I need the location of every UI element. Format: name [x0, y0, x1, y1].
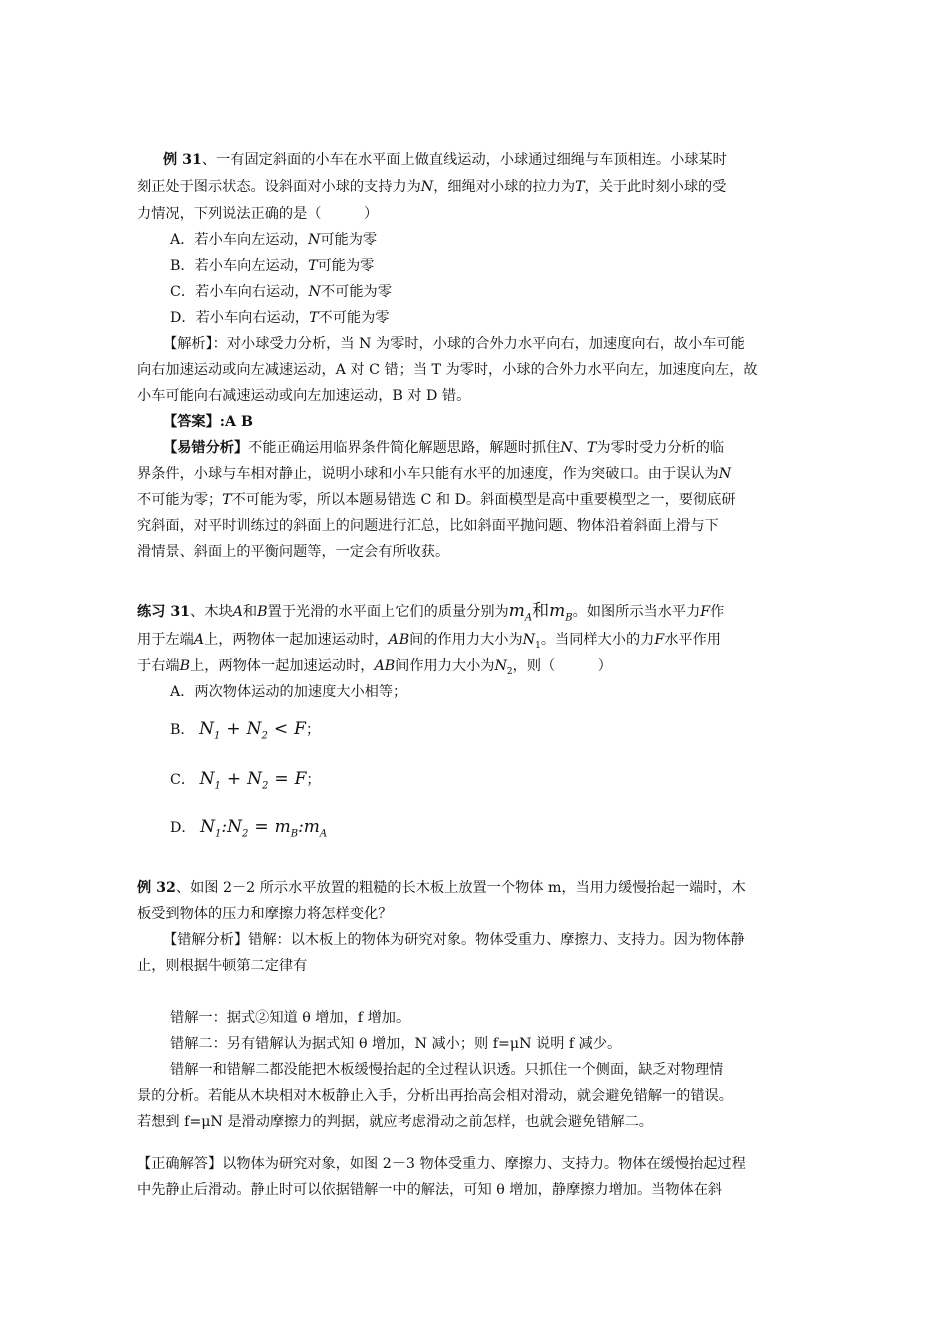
example-31-error-2: 界条件，小球与车相对静止，说明小球和小车只能有水平的加速度，作为突破口。由于误认为N	[137, 466, 732, 482]
formula-b: $N_1 + N_2 < F$	[199, 719, 306, 742]
example-32-line-3: 【错解分析】错解：以木板上的物体为研究对象。物体受重力、摩擦力、支持力。因为物体静	[163, 932, 745, 948]
practice-31-line-2: 用于左端A上，两物体一起加速运动时，AB间的作用力大小为$N_1$。当同样大小的力F水平作用	[137, 632, 721, 651]
practice-31-option-a: A．两次物体运动的加速度大小相等；	[170, 684, 408, 700]
example-31-analysis-1: 【解析】：对小球受力分析，当 N 为零时，小球的合外力水平向右，加速度向右，故小车可能	[163, 336, 745, 352]
example-32-line-4: 止，则根据牛顿第二定律有	[137, 958, 308, 974]
example-32-line-9: 若想到 f=μN 是滑动摩擦力的判据，就应考虑滑动之前怎样，也就会避免错解二。	[137, 1114, 653, 1130]
practice-31-option-c: C． $N_1 + N_2 = F$；	[170, 769, 321, 792]
example-32-line-11: 中先静止后滑动。静止时可以依据错解一中的解法，可知 θ 增加，静摩擦力增加。当物体在斜	[137, 1182, 723, 1198]
example-31-option-c: C．若小车向右运动，N不可能为零	[170, 284, 392, 300]
practice-31-option-b: B． $N_1 + N_2 < F$；	[170, 719, 321, 742]
error-analysis-label: 【易错分析】	[163, 440, 249, 456]
correct-answer-label: 【正确解答】	[137, 1156, 223, 1172]
answer-label: 【答案】	[163, 414, 220, 430]
example-31-option-d: D．若小车向右运动，T不可能为零	[170, 310, 390, 326]
example-31-label: 例 31	[163, 152, 202, 168]
example-31-line-2: 刻正处于图示状态。设斜面对小球的支持力为N，细绳对小球的拉力为T，关于此时刻小球的受	[137, 179, 727, 195]
example-31-analysis-3: 小车可能向右减速运动或向左加速运动，B 对 D 错。	[137, 388, 471, 404]
practice-31-option-d: D． $N_1:N_2$ = $m_B:m_A$	[170, 817, 328, 840]
example-31-error-1: 【易错分析】不能正确运用临界条件简化解题思路，解题时抓住N、T为零时受力分析的临	[163, 440, 725, 456]
example-32-label: 例 32	[137, 880, 176, 896]
example-31-option-a: A．若小车向左运动，N可能为零	[170, 232, 378, 248]
example-32-line-1: 例 32、如图 2－2 所示水平放置的粗糙的长木板上放置一个物体 m，当用力缓慢抬起一端时，木	[137, 880, 746, 896]
practice-31-line-3: 于右端B上，两物体一起加速运动时，AB间作用力大小为$N_2$，则（ ）	[137, 658, 612, 677]
formula-c: $N_1 + N_2 = F$	[199, 769, 307, 792]
practice-31-label: 练习 31	[137, 604, 191, 620]
analysis-label: 【解析】	[163, 336, 213, 352]
example-31-line-3: 力情况，下列说法正确的是（ ）	[137, 206, 379, 222]
example-32-line-6: 错解二：另有错解认为据式知 θ 增加，N 减小；则 f=μN 说明 f 减少。	[170, 1036, 622, 1052]
mass-b-symbol: $m_B$	[549, 601, 573, 624]
example-32-line-2: 板受到物体的压力和摩擦力将怎样变化？	[137, 906, 393, 922]
example-31-error-4: 究斜面，对平时训练过的斜面上的问题进行汇总，比如斜面平抛问题、物体沿着斜面上滑与下	[137, 518, 719, 534]
practice-31-line-1: 练习 31、木块A和B置于光滑的水平面上它们的质量分别为$m_A$和$m_B$。如图所示当水平力F作	[137, 601, 725, 624]
example-31-error-3: 不可能为零；T不可能为零，所以本题易错选 C 和 D。斜面模型是高中重要模型之一，要彻底研	[137, 492, 736, 508]
example-32-line-8: 景的分析。若能从木块相对木板静止入手，分析出再抬高会相对滑动，就会避免错解一的错误。	[137, 1088, 733, 1104]
example-31-line-1: 例 31、一有固定斜面的小车在水平面上做直线运动，小球通过细绳与车顶相连。小球某时	[163, 152, 727, 168]
example-31-answer: 【答案】:A B	[163, 414, 253, 430]
example-31-error-5: 滑情景、斜面上的平衡问题等，一定会有所收获。	[137, 544, 450, 560]
example-31-analysis-2: 向右加速运动或向左减速运动，A 对 C 错；当 T 为零时，小球的合外力水平向左，加速度向左，故	[137, 362, 758, 378]
example-31-option-b: B．若小车向左运动，T可能为零	[170, 258, 375, 274]
example-32-line-7: 错解一和错解二都没能把木板缓慢抬起的全过程认识透。只抓住一个侧面，缺乏对物理情	[170, 1062, 724, 1078]
formula-d: $N_1:N_2$ = $m_B:m_A$	[200, 817, 328, 840]
example-32-line-10: 【正确解答】以物体为研究对象，如图 2－3 物体受重力、摩擦力、支持力。物体在缓慢抬起过程	[137, 1156, 746, 1172]
wrong-analysis-label: 【错解分析】	[163, 932, 249, 948]
example-32-line-5: 错解一：据式②知道 θ 增加，f 增加。	[170, 1010, 411, 1026]
mass-a-symbol: $m_A$	[508, 601, 533, 624]
